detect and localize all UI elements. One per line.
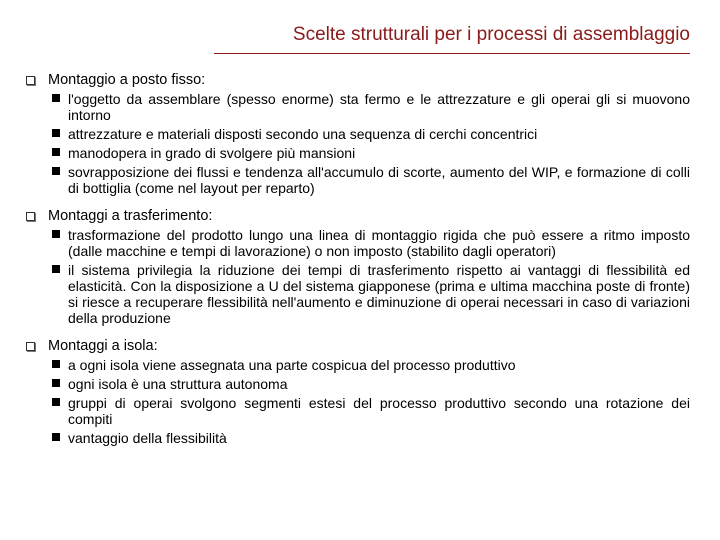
checkbox-bullet-icon — [26, 76, 35, 85]
square-bullet-icon — [52, 433, 60, 441]
list-item — [48, 357, 690, 373]
section-title: Montaggi a isola: — [48, 338, 158, 354]
list-item — [48, 227, 690, 259]
bullet-text: a ogni isola viene assegnata una parte cospicua del processo produttivo — [68, 357, 516, 373]
list-item — [48, 376, 690, 392]
section-title: Montaggi a trasferimento: — [48, 208, 213, 224]
bullet-text: vantaggio della flessibilità — [68, 430, 227, 446]
section-isola — [26, 338, 690, 446]
checkbox-bullet-icon — [26, 342, 35, 351]
bullet-list — [48, 227, 690, 326]
square-bullet-icon — [52, 167, 60, 175]
square-bullet-icon — [52, 94, 60, 102]
list-item — [48, 430, 690, 446]
slide-title: Scelte strutturali per i processi di assemblaggio — [292, 24, 690, 45]
title-underline — [214, 53, 690, 54]
square-bullet-icon — [52, 230, 60, 238]
list-item — [48, 91, 690, 123]
bullet-text: trasformazione del prodotto lungo una linea di montaggio rigida che può essere a ritmo imposto (dalle macchine e tempi di lavorazione) o non imposto (stabilito dagli operatori) — [68, 227, 690, 259]
square-bullet-icon — [52, 129, 60, 137]
square-bullet-icon — [52, 148, 60, 156]
list-item — [48, 262, 690, 326]
bullet-text: gruppi di operai svolgono segmenti estesi del processo produttivo secondo una rotazione dei compiti — [68, 395, 690, 427]
checkbox-bullet-icon — [26, 212, 35, 221]
list-item — [48, 164, 690, 196]
bullet-text: l'oggetto da assemblare (spesso enorme) sta fermo e le attrezzature e gli operai gli si muovono intorno — [68, 91, 690, 123]
section-posto-fisso — [26, 72, 690, 196]
square-bullet-icon — [52, 265, 60, 273]
slide-content — [26, 72, 690, 458]
bullet-text: ogni isola è una struttura autonoma — [68, 376, 288, 392]
list-item — [48, 145, 690, 161]
list-item — [48, 395, 690, 427]
square-bullet-icon — [52, 398, 60, 406]
section-title: Montaggio a posto fisso: — [48, 72, 206, 88]
list-item — [48, 126, 690, 142]
bullet-list — [48, 91, 690, 196]
bullet-text: sovrapposizione dei flussi e tendenza all'accumulo di scorte, aumento del WIP, e formazione di colli di bottiglia (come nel layout per reparto) — [68, 164, 690, 196]
bullet-text: attrezzature e materiali disposti secondo una sequenza di cerchi concentrici — [68, 126, 538, 142]
bullet-list — [48, 357, 690, 446]
square-bullet-icon — [52, 360, 60, 368]
bullet-text: il sistema privilegia la riduzione dei tempi di trasferimento rispetto ai vantaggi di flessibilità ed elasticità. Con la disposizione a U del sistema giapponese (prima e ultima macchina poste di fronte) si riesce a recuperare flessibilità nell'aumento e diminuzione di operai necessari in caso di variazioni della produzione — [68, 262, 690, 326]
bullet-text: manodopera in grado di svolgere più mansioni — [68, 145, 356, 161]
square-bullet-icon — [52, 379, 60, 387]
section-trasferimento — [26, 208, 690, 326]
